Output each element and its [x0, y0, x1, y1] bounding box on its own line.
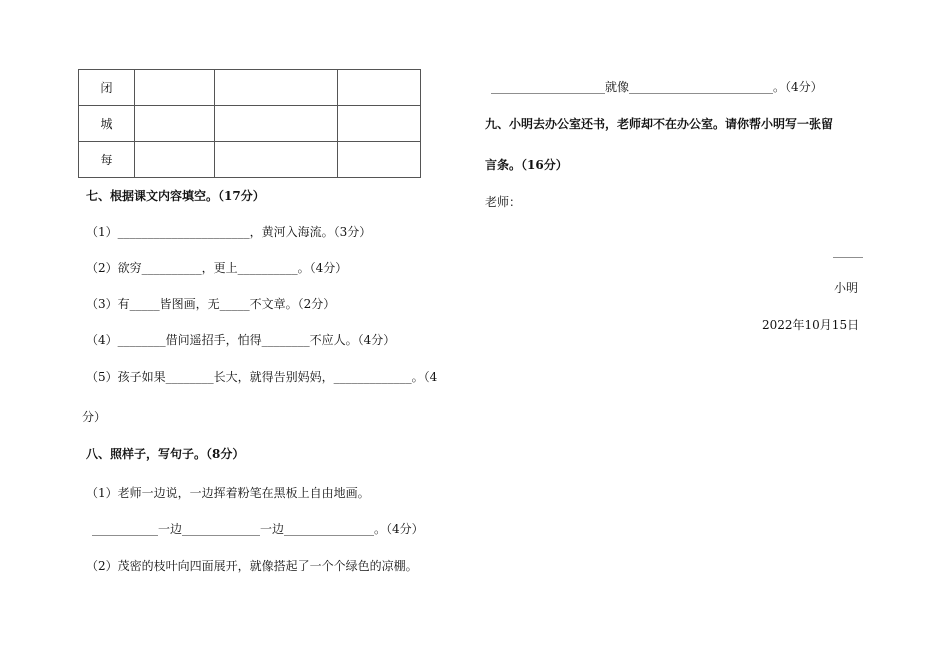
table-cell-blank[interactable] — [135, 70, 215, 106]
section8-item-1-fill: ___________一边_____________一边_______________。（4分） — [92, 522, 424, 536]
section7-item-5: （5）孩子如果________长大，就得告别妈妈，_____________。（4 — [86, 370, 438, 384]
character-table — [78, 69, 421, 178]
table-row — [79, 70, 421, 106]
table-cell-char: 每 — [79, 142, 135, 178]
section8-item-1: （1）老师一边说，一边挥着粉笔在黑板上自由地画。 — [86, 486, 370, 500]
section8-item-2: （2）茂密的枝叶向四面展开，就像搭起了一个个绿色的凉棚。 — [86, 559, 418, 573]
table-cell-blank[interactable] — [215, 142, 338, 178]
section9-title-line2: 言条。（16分） — [485, 158, 568, 172]
note-date: 2022年10月15日 — [762, 318, 860, 332]
table-cell-char: 城 — [79, 106, 135, 142]
section7-item-1: （1）______________________，黄河入海流。（3分） — [86, 225, 372, 239]
section7-item-4: （4）________借问遥招手，怕得________不应人。（4分） — [86, 333, 396, 347]
table-cell-blank[interactable] — [338, 106, 421, 142]
section8-title: 八、照样子，写句子。（8分） — [86, 447, 245, 461]
right-fill-line: ___________________就像________________________。（4分） — [491, 80, 823, 94]
table-cell-blank[interactable] — [135, 106, 215, 142]
table-cell-char: 闭 — [79, 70, 135, 106]
note-blank-line: _____ — [833, 244, 863, 258]
table-cell-blank[interactable] — [338, 142, 421, 178]
table-row — [79, 142, 421, 178]
table-row — [79, 106, 421, 142]
table-cell-blank[interactable] — [338, 70, 421, 106]
section7-item-3: （3）有_____皆图画，无_____不文章。（2分） — [86, 297, 336, 311]
section7-title: 七、根据课文内容填空。（17分） — [86, 189, 265, 203]
table-cell-blank[interactable] — [135, 142, 215, 178]
note-salutation: 老师： — [485, 195, 522, 209]
section7-item-2: （2）欲穷__________，更上__________。（4分） — [86, 261, 348, 275]
table-cell-blank[interactable] — [215, 70, 338, 106]
table-cell-blank[interactable] — [215, 106, 338, 142]
note-signature: 小明 — [834, 281, 859, 295]
section9-title-line1: 九、小明去办公室还书，老师却不在办公室。请你帮小明写一张留 — [485, 117, 834, 131]
section7-item-5-cont: 分） — [82, 410, 107, 424]
